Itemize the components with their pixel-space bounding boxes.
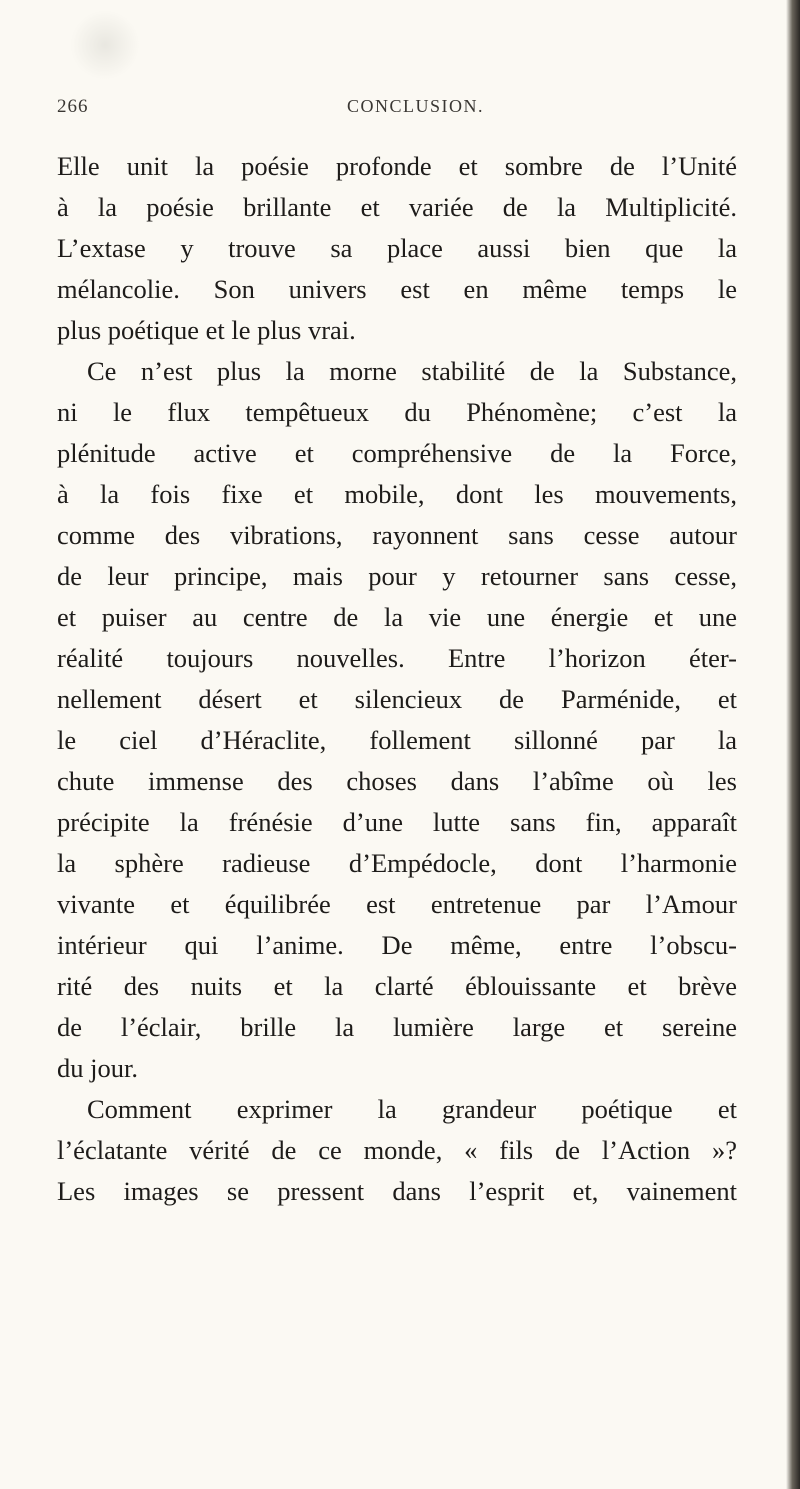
text-line: chute immense des choses dans l’abîme où les	[57, 766, 737, 796]
text-line: à la fois fixe et mobile, dont les mouvements,	[57, 479, 737, 509]
text-line: Ce n’est plus la morne stabilité de la Substance,	[87, 356, 737, 386]
text-line: rité des nuits et la clarté éblouissante et brève	[57, 971, 737, 1001]
text-line: le ciel d’Héraclite, follement sillonné par la	[57, 725, 737, 755]
text-line: réalité toujours nouvelles. Entre l’horizon éter-	[57, 643, 737, 673]
running-head: CONCLUSION.	[347, 96, 485, 116]
text-line: vivante et équilibrée est entretenue par l’Amour	[57, 889, 737, 919]
text-line: la sphère radieuse d’Empédocle, dont l’harmonie	[57, 848, 737, 878]
text-line: Les images se pressent dans l’esprit et, vainement	[57, 1176, 737, 1206]
body-text	[57, 146, 737, 1212]
text-line: de l’éclair, brille la lumière large et sereine	[57, 1012, 737, 1042]
text-line: Elle unit la poésie profonde et sombre de l’Unité	[57, 151, 737, 181]
text-line: nellement désert et silencieux de Parménide, et	[57, 684, 737, 714]
paper-stain	[70, 10, 140, 80]
page-header	[57, 78, 737, 118]
text-line: Comment exprimer la grandeur poétique et	[87, 1094, 737, 1124]
text-line: et puiser au centre de la vie une énergie et une	[57, 602, 737, 632]
text-line: L’extase y trouve sa place aussi bien que la	[57, 233, 737, 263]
text-line: intérieur qui l’anime. De même, entre l’obscu-	[57, 930, 737, 960]
text-line: ni le flux tempêtueux du Phénomène; c’est la	[57, 397, 737, 427]
text-line: plénitude active et compréhensive de la Force,	[57, 438, 737, 468]
text-line: plus poétique et le plus vrai.	[57, 315, 356, 345]
text-line: comme des vibrations, rayonnent sans cesse autour	[57, 520, 737, 550]
text-line: du jour.	[57, 1053, 138, 1083]
page-edge-shadow	[786, 0, 800, 1489]
page-number: 266	[57, 96, 89, 117]
text-line: l’éclatante vérité de ce monde, « fils de l’Action »?	[57, 1135, 737, 1165]
text-line: précipite la frénésie d’une lutte sans fin, apparaît	[57, 807, 737, 837]
text-line: mélancolie. Son univers est en même temps le	[57, 274, 737, 304]
text-line: à la poésie brillante et variée de la Multiplicité.	[57, 192, 737, 222]
text-line: de leur principe, mais pour y retourner sans cesse,	[57, 561, 737, 591]
